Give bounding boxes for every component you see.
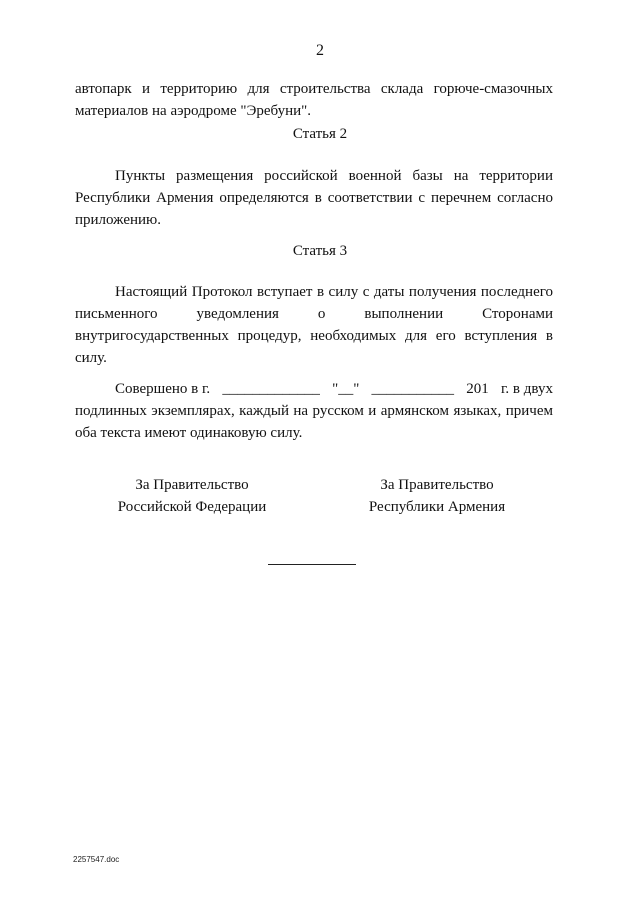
article-3-heading: Статья 3	[292, 243, 348, 259]
done-year: 201	[466, 381, 489, 397]
done-first-line	[75, 378, 553, 400]
article-2-heading: Статья 2	[292, 126, 348, 142]
intro-paragraph	[75, 78, 553, 122]
signature-russia-line2: Российской Федерации	[117, 499, 267, 515]
done-blank-day: "__"	[332, 381, 360, 397]
done-paragraph	[75, 378, 553, 444]
article-3-paragraph	[75, 281, 553, 369]
signature-armenia-line2: Республики Армения	[368, 499, 506, 515]
done-blank-month: ___________	[371, 381, 455, 397]
document-code: 2257547.doc	[73, 855, 120, 864]
done-lead: Совершено в г.	[115, 381, 211, 397]
article-3-text: Настоящий Протокол вступает в силу с даты получения последнего письменного уведомления о выполнении Сторонами внутригосударственных процедур, необходимых для его вступления в силу.	[75, 284, 553, 366]
signature-russia	[82, 474, 302, 518]
article-2-paragraph	[75, 165, 553, 231]
intro-text: автопарк и территорию для строительства склада горюче-смазочных материалов на аэродроме "Эребуни".	[75, 81, 553, 119]
done-tail: г. в двух	[500, 381, 553, 397]
done-rest-text: подлинных экземплярах, каждый на русском и армянском языках, причем оба текста имеют одинаковую силу.	[75, 403, 553, 441]
signature-armenia-line1: За Правительство	[380, 477, 494, 493]
done-blank-city: _____________	[222, 381, 320, 397]
signature-russia-line1: За Правительство	[135, 477, 249, 493]
article-2-text: Пункты размещения российской военной базы на территории Республики Армения определяются в соответствии с перечнем согласно приложению.	[75, 168, 553, 228]
signature-armenia	[327, 474, 547, 518]
page-number: 2	[316, 42, 324, 59]
end-divider	[268, 564, 356, 565]
